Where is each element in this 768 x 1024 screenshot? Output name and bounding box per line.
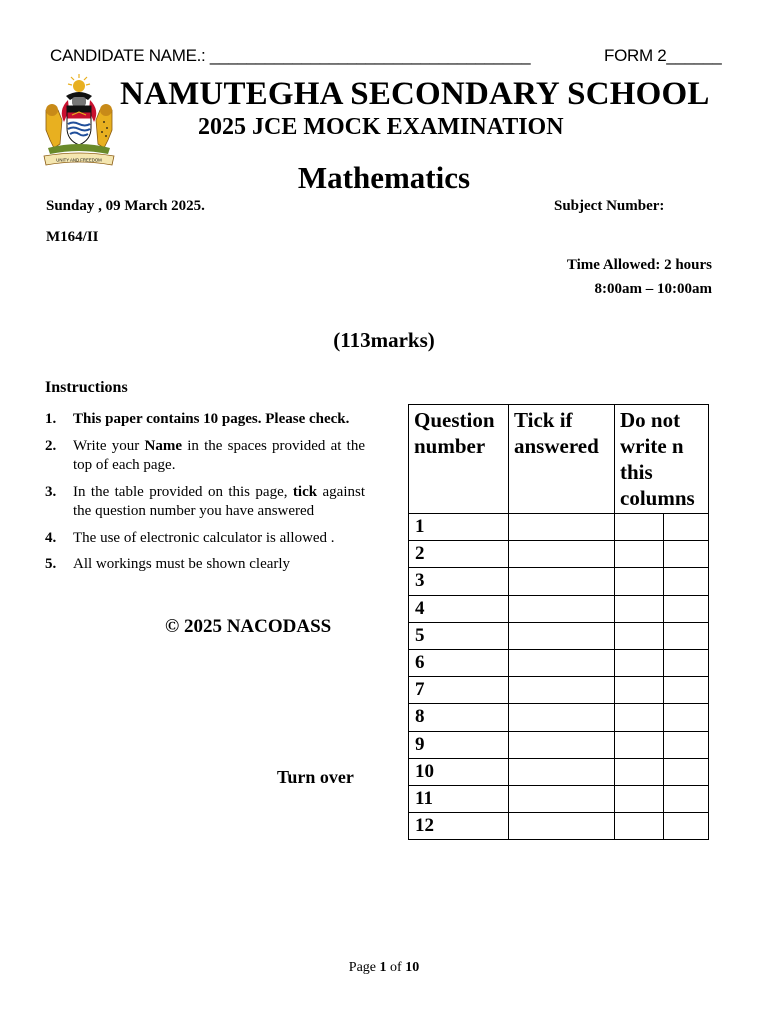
header-question-number: Question number xyxy=(409,405,509,514)
examiner-cell xyxy=(664,541,709,568)
table-row xyxy=(409,785,709,812)
candidate-name-label: CANDIDATE NAME.: ___________________________________ xyxy=(50,46,531,65)
instruction-emphasis: Name xyxy=(144,437,182,454)
instruction-number: 2. xyxy=(45,437,57,454)
examiner-cell xyxy=(615,758,664,785)
examiner-cell xyxy=(664,758,709,785)
instruction-item xyxy=(45,483,365,522)
examiner-cell xyxy=(615,514,664,541)
subject-title: Mathematics xyxy=(297,160,471,195)
question-number-cell: 8 xyxy=(409,704,509,731)
table-row xyxy=(409,704,709,731)
question-number-cell: 2 xyxy=(409,541,509,568)
instructions-list xyxy=(45,410,365,582)
table-row xyxy=(409,541,709,568)
examiner-cell xyxy=(615,568,664,595)
instruction-emphasis: tick xyxy=(292,483,318,500)
examiner-cell xyxy=(664,568,709,595)
instruction-number: 1. xyxy=(45,411,57,427)
shield-icon xyxy=(67,106,91,145)
examiner-cell xyxy=(615,649,664,676)
table-row xyxy=(409,758,709,785)
tick-cell[interactable] xyxy=(509,595,615,622)
instruction-item xyxy=(45,555,365,575)
examiner-cell xyxy=(664,514,709,541)
tick-cell[interactable] xyxy=(509,785,615,812)
examiner-cell xyxy=(615,704,664,731)
tick-cell[interactable] xyxy=(509,568,615,595)
time-range: 8:00am – 10:00am xyxy=(594,281,712,297)
tick-cell[interactable] xyxy=(509,622,615,649)
examiner-cell xyxy=(664,595,709,622)
lion-supporter-icon xyxy=(46,104,62,148)
turn-over-label: Turn over xyxy=(277,767,354,787)
question-number-cell: 7 xyxy=(409,677,509,704)
time-allowed: Time Allowed: 2 hours xyxy=(566,257,712,273)
examiner-cell xyxy=(664,677,709,704)
instruction-number: 3. xyxy=(45,483,57,500)
instructions-heading: Instructions xyxy=(45,379,128,396)
examiner-cell xyxy=(664,785,709,812)
page-number: Page 1 of 10 xyxy=(348,960,420,975)
crest-sun xyxy=(68,74,90,92)
instruction-number: 4. xyxy=(45,529,57,546)
question-number-cell: 11 xyxy=(409,785,509,812)
tick-cell[interactable] xyxy=(509,758,615,785)
exam-date: Sunday , 09 March 2025. xyxy=(46,198,205,214)
question-number-cell: 5 xyxy=(409,622,509,649)
examiner-cell xyxy=(664,731,709,758)
instruction-text: All workings must be shown clearly xyxy=(73,556,291,572)
exam-title: 2025 JCE MOCK EXAMINATION xyxy=(198,114,564,140)
question-number-cell: 6 xyxy=(409,649,509,676)
table-row xyxy=(409,622,709,649)
examiner-cell xyxy=(664,622,709,649)
leopard-supporter-icon xyxy=(96,104,112,148)
total-marks: (113marks) xyxy=(333,328,435,352)
malawi-coat-of-arms-icon xyxy=(38,70,120,168)
instruction-item xyxy=(45,529,365,549)
table-body xyxy=(409,514,709,840)
form-label: FORM 2______ xyxy=(604,46,722,65)
examiner-cell xyxy=(664,649,709,676)
school-name: NAMUTEGHA SECONDARY SCHOOL xyxy=(120,76,710,112)
table-row xyxy=(409,568,709,595)
examiner-cell xyxy=(615,541,664,568)
examiner-cell xyxy=(664,813,709,840)
instruction-item xyxy=(45,437,365,476)
examiner-cell xyxy=(615,813,664,840)
copyright-notice: © 2025 NACODASS xyxy=(165,616,332,637)
table-row xyxy=(409,514,709,541)
question-number-cell: 10 xyxy=(409,758,509,785)
instruction-text: The use of electronic calculator is allowed . xyxy=(73,529,335,546)
examiner-cell xyxy=(664,704,709,731)
tick-cell[interactable] xyxy=(509,677,615,704)
instruction-text: In the table provided on this page, tick against the question number you have answered xyxy=(73,483,365,519)
question-number-cell: 1 xyxy=(409,514,509,541)
subject-number-label: Subject Number: xyxy=(554,198,665,214)
tick-cell[interactable] xyxy=(509,541,615,568)
table-row xyxy=(409,731,709,758)
table-row xyxy=(409,677,709,704)
crest-motto-text: UNITY AND FREEDOM xyxy=(56,157,102,163)
question-number-cell: 4 xyxy=(409,595,509,622)
question-number-cell: 9 xyxy=(409,731,509,758)
examiner-cell xyxy=(615,622,664,649)
header-do-not-write: Do not write n this columns xyxy=(615,405,709,514)
question-number-cell: 3 xyxy=(409,568,509,595)
instruction-item xyxy=(45,410,365,430)
instruction-text: Write your Name in the spaces provided at the top of each page. xyxy=(73,437,365,473)
tick-cell[interactable] xyxy=(509,649,615,676)
tick-cell[interactable] xyxy=(509,514,615,541)
examiner-cell xyxy=(615,785,664,812)
tick-cell[interactable] xyxy=(509,731,615,758)
examiner-cell xyxy=(615,595,664,622)
instruction-text: This paper contains 10 pages. Please check. xyxy=(73,411,350,427)
tick-cell[interactable] xyxy=(509,813,615,840)
table-row xyxy=(409,649,709,676)
paper-code: M164/II xyxy=(46,229,99,245)
instruction-number: 5. xyxy=(45,556,57,572)
examiner-cell xyxy=(615,677,664,704)
table-row xyxy=(409,595,709,622)
examiner-cell xyxy=(615,731,664,758)
table-row xyxy=(409,813,709,840)
question-tick-table xyxy=(408,404,709,840)
tick-cell[interactable] xyxy=(509,704,615,731)
header-tick-if-answered: Tick if answered xyxy=(509,405,615,514)
question-number-cell: 12 xyxy=(409,813,509,840)
